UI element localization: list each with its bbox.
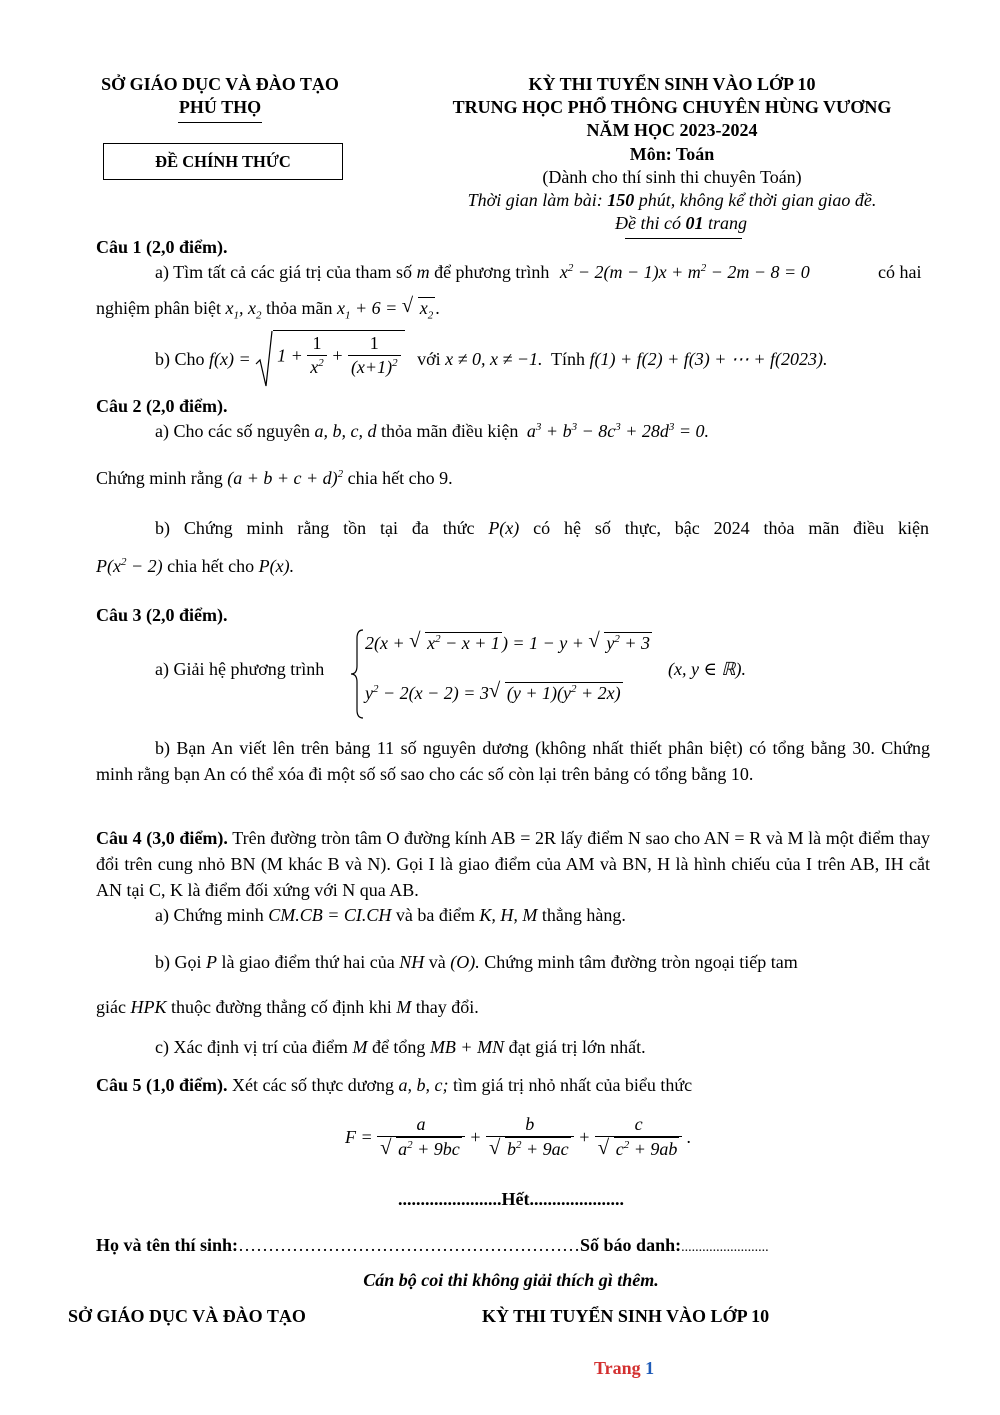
q4b-line2: giác HPK thuộc đường thẳng cố định khi M thay đổi. <box>96 997 479 1017</box>
dept-name: SỞ GIÁO DỤC VÀ ĐÀO TẠO <box>101 74 339 94</box>
audience: (Dành cho thí sinh thi chuyên Toán) <box>542 167 802 187</box>
id-label: Số báo danh: <box>580 1235 682 1255</box>
q4b-line1: b) Gọi P là giao điểm thứ hai của NH và (O). Chứng minh tâm đường tròn ngoại tiếp tam <box>155 952 798 972</box>
q2b-line1: b) Chứng minh rằng tồn tại đa thức P(x) có hệ số thực, bậc 2024 thỏa mãn điều kiện <box>155 518 930 538</box>
sqrt-expression: 1 + $\frac{1}{x^2}$ + $\frac{1}{(x+1)^2}$ <box>255 330 404 389</box>
domain-condition: (x, y ∈ ℝ). <box>668 659 747 679</box>
q4-title: Câu 4 (3,0 điểm). <box>96 828 228 848</box>
id-dots: ......................... <box>681 1240 769 1255</box>
system-brace <box>349 628 365 720</box>
school-year: NĂM HỌC 2023-2024 <box>586 120 758 140</box>
q1a-tail: có hai <box>878 262 922 282</box>
q5-expression: F = a √ $a^2 + 9bc$ + b √ $b^2 + 9ac$ + c √ $c^2 + 9ab$ . <box>345 1114 691 1174</box>
q1b-line: b) Cho f(x) = 1 + $\frac{1}{x^2}$ + $\frac{1}{(x+1)^2}$ với x ≠ 0, x ≠ −1. Tính f(1) + f(2) + f(3) + ⋯ + f(2023). <box>155 330 828 390</box>
subject: Môn: Toán <box>629 144 715 164</box>
repeat-exam: KỲ THI TUYỂN SINH VÀO LỚP 10 <box>482 1306 770 1326</box>
q4-intro-block <box>96 825 930 903</box>
q1a-line2: nghiệm phân biệt $x_1$, $x_2$ thỏa mãn $x_1 + 6$ = √ $x_2$ . <box>96 295 440 322</box>
province-underline <box>178 122 262 123</box>
official-label: ĐỀ CHÍNH THỨC <box>155 152 291 171</box>
candidate-line <box>96 1235 769 1256</box>
repeat-dept: SỞ GIÁO DỤC VÀ ĐÀO TẠO <box>68 1306 306 1326</box>
province-name: PHÚ THỌ <box>178 97 262 117</box>
q2-title: Câu 2 (2,0 điểm). <box>96 396 228 416</box>
page-count: Đề thi có 01 trang <box>615 213 747 233</box>
q1a-line1: a) Tìm tất cả các giá trị của tham số m để phương trình $x^2 - 2(m - 1)x + m^2 - 2m - 8 = 0$ <box>155 262 810 282</box>
q4c-line: c) Xác định vị trí của điểm M để tổng MB + MN đạt giá trị lớn nhất. <box>155 1037 646 1057</box>
page-number: Trang 1 <box>594 1358 655 1378</box>
q3-title: Câu 3 (2,0 điểm). <box>96 605 228 625</box>
header-underline <box>625 238 742 239</box>
exam-title: KỲ THI TUYỂN SINH VÀO LỚP 10 <box>528 74 816 94</box>
q4-intro: Trên đường tròn tâm O đường kính AB = 2R lấy điểm N sao cho AN = R và M là một điểm thay đổi trên cung nhỏ BN (M khác B và N). Gọi I là giao điểm của AM và BN, H là hình chiếu của I trên AB, IH cắt AN tại C, K là điểm đối xứng với N qua AB. <box>96 828 930 900</box>
q2a-line2: Chứng minh rằng $(a + b + c + d)^2$ chia hết cho 9. <box>96 468 453 488</box>
q4a-line: a) Chứng minh CM.CB = CI.CH và ba điểm K, H, M thẳng hàng. <box>155 905 626 925</box>
name-dots: ………………………………………………… <box>238 1235 581 1255</box>
q3b-text: b) Bạn An viết lên trên bảng 11 số nguyên dương (không nhất thiết phân biệt) có tổng bằng 30. Chứng minh rằng bạn An có thể xóa đi một số số sao cho các số còn lại trên bảng có tổng bằng 10. <box>96 738 930 784</box>
q2b-line2: $P(x^2 - 2)$ chia hết cho P(x). <box>96 556 295 576</box>
q2a-line1: a) Cho các số nguyên a, b, c, d thỏa mãn điều kiện $a^3 + b^3 - 8c^3 + 28d^3 = 0$. <box>155 421 710 441</box>
radical-sign <box>255 330 273 390</box>
name-label: Họ và tên thí sinh: <box>96 1235 239 1255</box>
school-name: TRUNG HỌC PHỔ THÔNG CHUYÊN HÙNG VƯƠNG <box>452 97 892 117</box>
q5-line: Câu 5 (1,0 điểm). Xét các số thực dương a, b, c; tìm giá trị nhỏ nhất của biểu thức <box>96 1075 693 1095</box>
system-eq2: $y^2 - 2(x - 2) = 3$ √ $(y + 1)(y^2 + 2x)$ <box>365 680 621 703</box>
time-limit: Thời gian làm bài: 150 phút, không kể thời gian giao đề. <box>467 190 877 210</box>
q3a-label: a) Giải hệ phương trình <box>155 659 325 679</box>
end-mark: .......................Hết..................... <box>398 1189 624 1209</box>
system-eq1: 2(x + √ $x^2 - x + 1$ ) = 1 − y + √ $y^2 + 3$ <box>365 630 651 653</box>
q1-title: Câu 1 (2,0 điểm). <box>96 237 228 257</box>
official-box <box>103 143 343 180</box>
proctor-note: Cán bộ coi thi không giải thích gì thêm. <box>363 1270 659 1290</box>
